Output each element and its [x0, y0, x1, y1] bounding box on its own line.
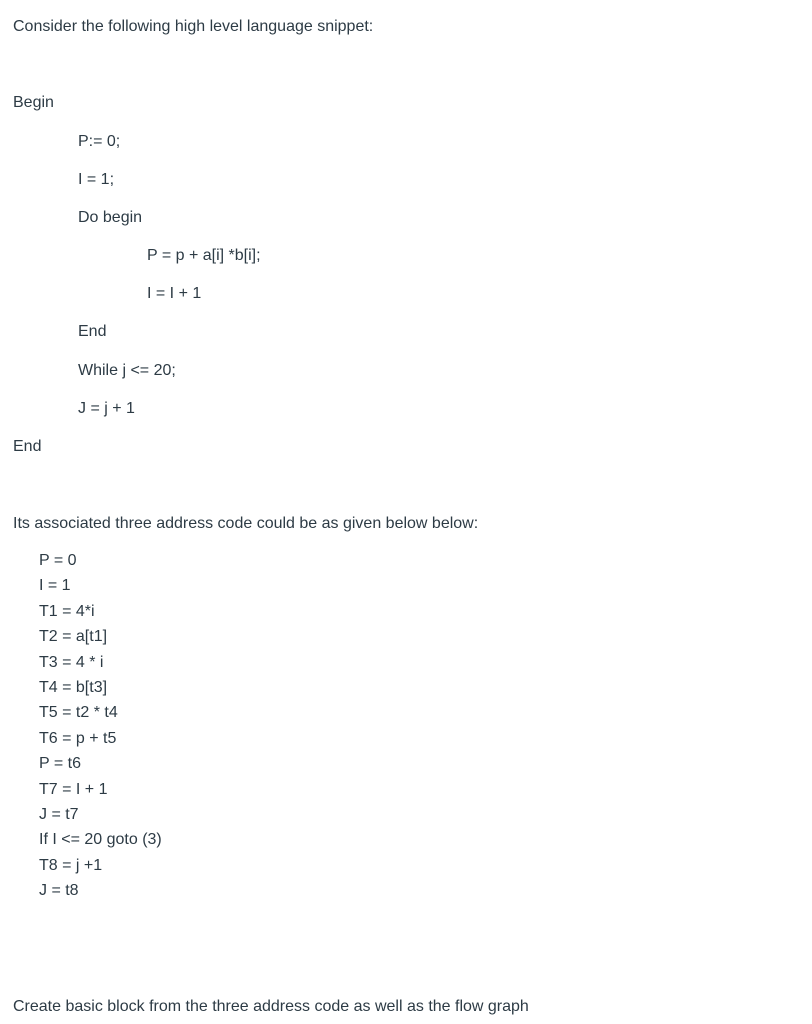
list-item-text: T8 = j +1: [39, 856, 103, 874]
tac-intro-text: Its associated three address code could be as given below below:: [13, 515, 479, 532]
list-item-text: T7 = I + 1: [39, 780, 108, 798]
list-item-text: P = t6: [39, 755, 81, 773]
list-item-text: P = 0: [39, 552, 77, 569]
list-item-text: T6 = p + t5: [39, 729, 117, 747]
list-item-text: T1 = 4*i: [39, 602, 95, 620]
code-p-init: P:= 0;: [78, 133, 121, 150]
list-item-text: T5 = t2 * t4: [39, 704, 118, 722]
list-item-text: J = t7: [39, 805, 79, 823]
intro-text: Consider the following high level language snippet:: [13, 18, 374, 35]
list-item-text: J = t8: [39, 882, 79, 900]
list-item-text: I = 1: [39, 577, 71, 595]
list-item-text: T3 = 4 * i: [39, 653, 104, 671]
list-item-text: T2 = a[t1]: [39, 628, 108, 646]
list-item-text: If I <= 20 goto (3): [39, 831, 162, 849]
code-end-inner: End: [78, 323, 107, 340]
task-text: Create basic block from the three address code as well as the flow graph: [13, 998, 529, 1015]
code-j-update: J = j + 1: [78, 400, 135, 417]
code-end-outer: End: [13, 438, 42, 455]
code-begin: Begin: [13, 94, 54, 111]
list-item-text: T4 = b[t3]: [39, 678, 108, 696]
code-while: While j <= 20;: [78, 362, 176, 379]
code-do-begin: Do begin: [78, 209, 143, 226]
code-i-update: I = I + 1: [147, 285, 202, 302]
code-p-update: P = p + a[i] *b[i];: [147, 247, 261, 264]
code-i-init: I = 1;: [78, 171, 115, 188]
